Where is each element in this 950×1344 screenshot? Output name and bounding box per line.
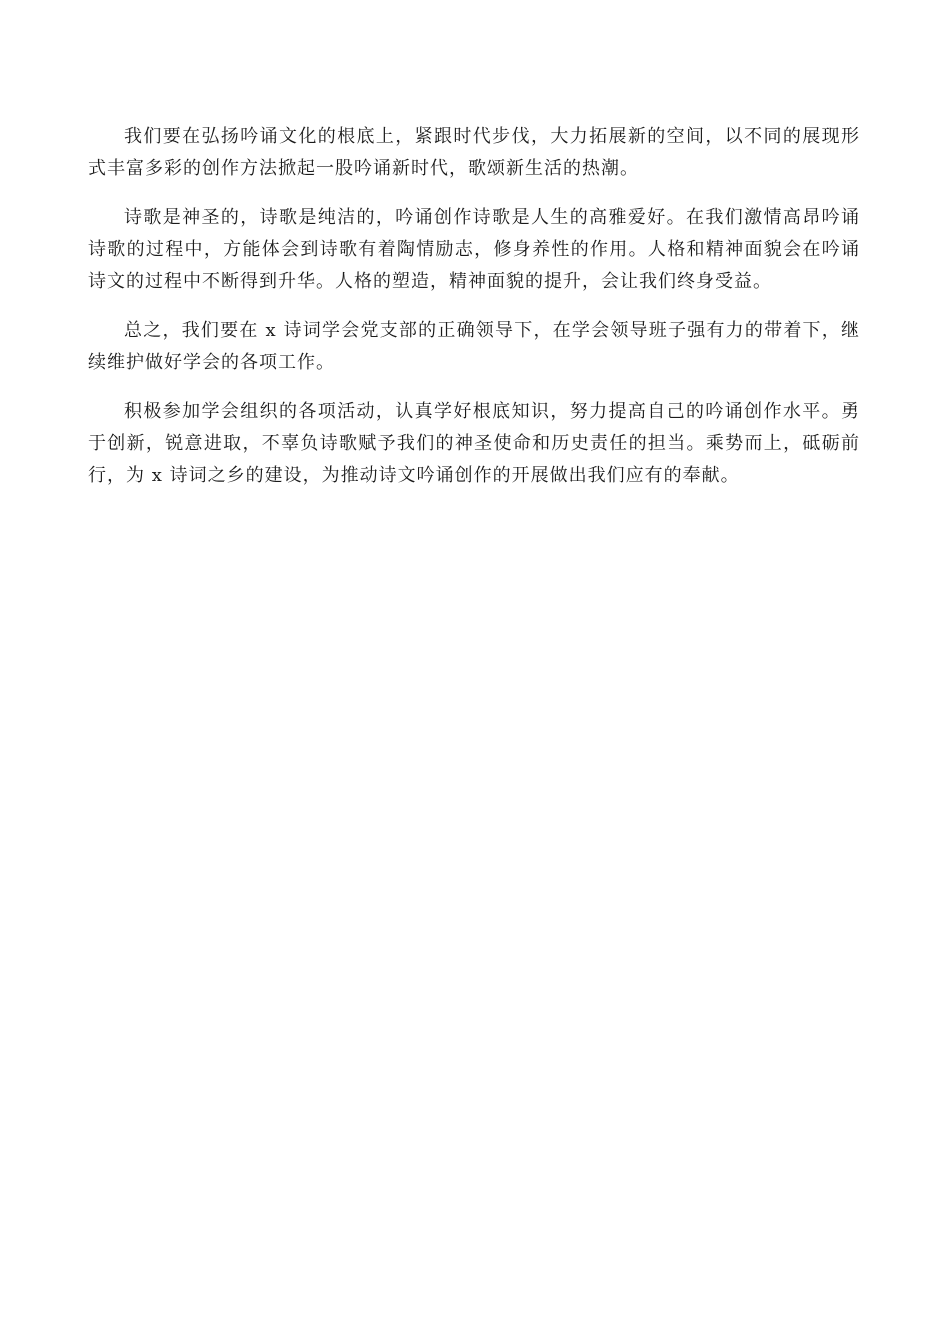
paragraph-line: 总之，我们要在 x 诗词学会党支部的正确领导下，在学会领导班子强有力的带着下，继: [124, 320, 860, 341]
paragraph-line: 式丰富多彩的创作方法掀起一股吟诵新时代，歌颂新生活的热潮。: [88, 158, 639, 179]
paragraph-3: [88, 315, 860, 379]
paragraph-line: 行，为 x 诗词之乡的建设，为推动诗文吟诵创作的开展做出我们应有的奉献。: [88, 465, 740, 486]
paragraph-4: [88, 396, 860, 492]
paragraph-line: 诗文的过程中不断得到升华。人格的塑造，精神面貌的提升，会让我们终身受益。: [88, 271, 772, 292]
paragraph-2: [88, 202, 860, 298]
document-body: [88, 121, 860, 509]
paragraph-1: [88, 121, 860, 185]
paragraph-line: 于创新，锐意进取，不辜负诗歌赋予我们的神圣使命和历史责任的担当。乘势而上，砥砺前: [88, 433, 860, 454]
paragraph-line: 诗歌的过程中，方能体会到诗歌有着陶情励志，修身养性的作用。人格和精神面貌会在吟诵: [88, 239, 860, 260]
paragraph-line: 我们要在弘扬吟诵文化的根底上，紧跟时代步伐，大力拓展新的空间，以不同的展现形: [124, 126, 860, 147]
paragraph-line: 续维护做好学会的各项工作。: [88, 352, 335, 373]
paragraph-line: 积极参加学会组织的各项活动，认真学好根底知识，努力提高自己的吟诵创作水平。勇: [124, 401, 860, 422]
paragraph-line: 诗歌是神圣的，诗歌是纯洁的，吟诵创作诗歌是人生的高雅爱好。在我们激情高昂吟诵: [124, 207, 860, 228]
